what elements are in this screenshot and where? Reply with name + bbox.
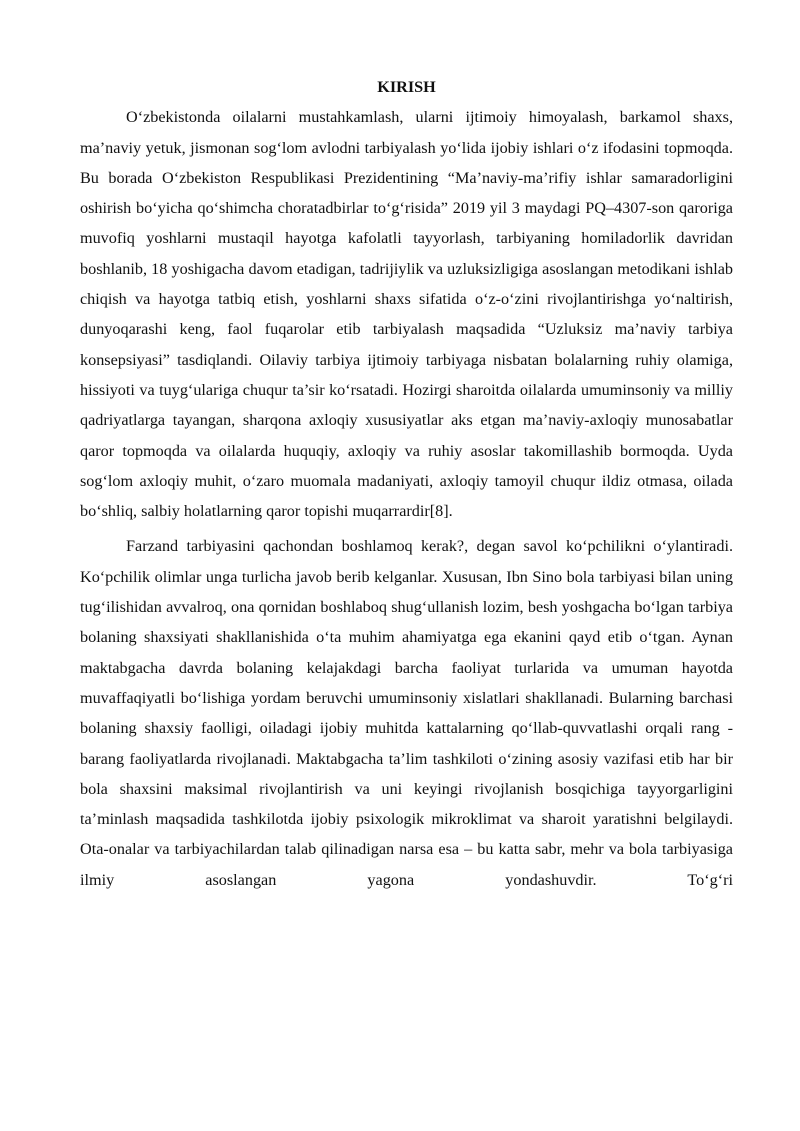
paragraph-1: O‘zbekistonda oilalarni mustahkamlash, ularni ijtimoiy himoyalash, barkamol shaxs, ma’naviy yetuk, jismonan sog‘lom avlodni tarbiyalash yo‘lida ijobiy ishlari o‘z ifodasini topmoqda. Bu borada O‘zbekiston Respublikasi Prezidentining “Ma’naviy-ma’rifiy ishlar samaradorligini oshirish bo‘yicha qo‘shimcha choratadbirlar to‘g‘risida” 2019 yil 3 maydagi PQ–4307-son qaroriga muvofiq yoshlarni mustaqil hayotga kafolatli tayyorlash, tarbiyaning homiladorlik davridan boshlanib, 18 yoshigacha davom etadigan, tadrijiylik va uzluksizligiga asoslangan metodikani ishlab chiqish va hayotga tatbiq etish, yoshlarni shaxs sifatida o‘z-o‘zini rivojlantirishga yo‘naltirish, dunyoqarashi keng, faol fuqarolar etib tarbiyalash maqsadida “Uzluksiz ma’naviy tarbiya konsepsiyasi” tasdiqlandi. Oilaviy tarbiya ijtimoiy tarbiyaga nisbatan bolalarning ruhiy olamiga, hissiyoti va tuyg‘ulariga chuqur ta’sir ko‘rsatadi. Hozirgi sharoitda oilalarda umuminsoniy va milliy qadriyatlarga tayangan, sharqona axloqiy xususiyatlar aks etgan ma’naviy-axloqiy munosabatlar qaror topmoqda va oilalarda huquqiy, axloqiy va ruhiy asoslar takomillashib bormoqda. Uyda sog‘lom axloqiy muhit, o‘zaro muomala madaniyati, axloqiy tamoyil chuqur ildiz otmasa, oilada bo‘shliq, salbiy holatlarning qaror topishi muqarrardir[8]. bbox=[80, 108, 733, 521]
document-page bbox=[80, 72, 733, 895]
paragraph-2: Farzand tarbiyasini qachondan boshlamoq kerak?, degan savol ko‘pchilikni o‘ylantiradi. Ko‘pchilik olimlar unga turlicha javob berib kelganlar. Xususan, Ibn Sino bola tarbiyasi bilan uning tug‘ilishidan avvalroq, ona qornidan boshlaboq shug‘ullanish lozim, besh yoshgacha bo‘lgan tarbiya bolaning shaxsiyati shakllanishida o‘ta muhim ahamiyatga ega ekanini qayd etib o‘tgan. Aynan maktabgacha davrda bolaning kelajakdagi barcha faoliyat turlarida va umuman hayotda muvaffaqiyatli bo‘lishiga yordam beruvchi umuminsoniy xislatlari shakllanadi. Bularning barchasi bolaning shaxsiy faolligi, oiladagi ijobiy muhitda kattalarning qo‘llab-quvvatlashi orqali rang -barang faoliyatlarda rivojlanadi. Maktabgacha ta’lim tashkiloti o‘zining asosiy vazifasi etib har bir bola shaxsini maksimal rivojlantirish va uni keyingi rivojlanish bosqichiga tayyorgarligini ta’minlash maqsadida tashkilotda ijobiy psixologik mikroklimat va sharoit yaratishni belgilaydi. Ota-onalar va tarbiyachilardan talab qilinadigan narsa esa – bu katta sabr, mehr va bola tarbiyasiga ilmiy asoslangan yagona yondashuvdir. To‘g‘ri bbox=[80, 537, 733, 889]
section-heading: KIRISH bbox=[377, 78, 436, 96]
